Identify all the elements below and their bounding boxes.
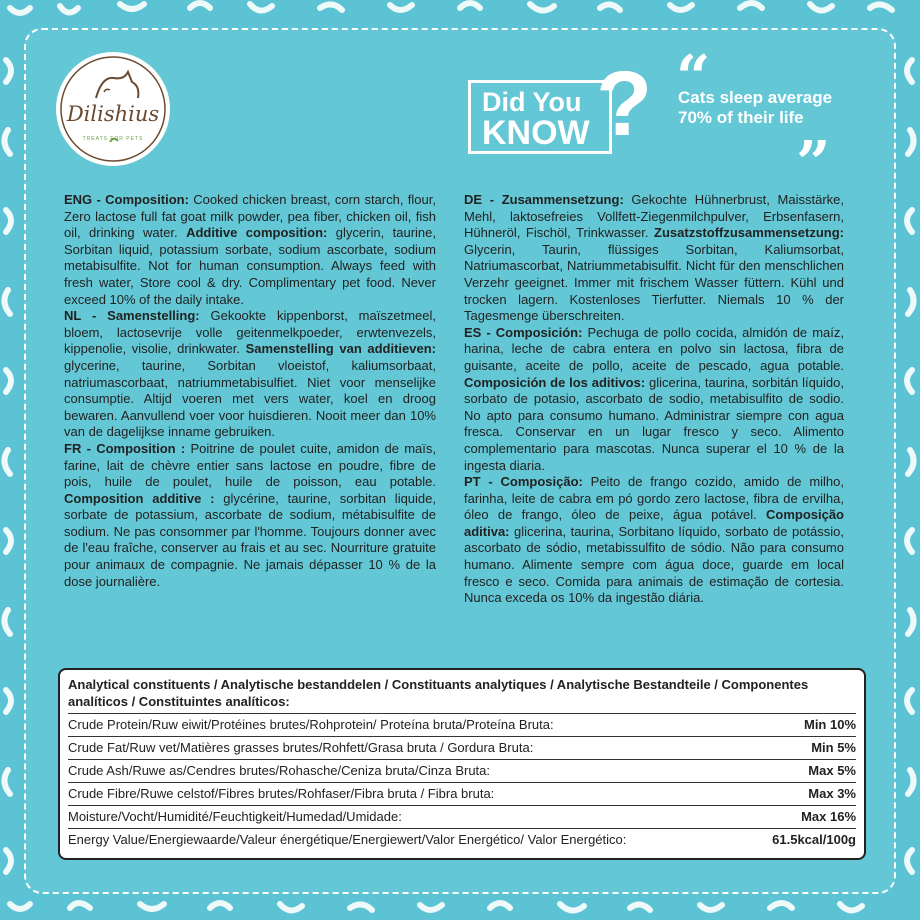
row-label: Crude Ash/Ruwe as/Cendres brutes/Rohasche/Ceniza bruta/Cinza Bruta:	[68, 763, 490, 778]
row-value: Min 10%	[803, 717, 856, 732]
composition-eng	[64, 192, 436, 308]
close-quote-icon: ”	[796, 129, 831, 199]
composition-es	[464, 325, 844, 474]
section-text: Gekookte kippenborst, maïszetmeel, bloem, lactosevrije volle geitenmelkpoeder, erwtenvezels, kippenolie, visolie, drinkwater.	[64, 308, 436, 357]
table-row	[68, 806, 856, 829]
row-label: Crude Fat/Ruw vet/Matières grasses brutes/Rohfett/Grasa bruta / Gordura Bruta:	[68, 740, 534, 755]
section-text: Cooked chicken breast, corn starch, flour, Zero lactose full fat goat milk powder, pea fiber, chicken oil, fish oil, drinking water.	[64, 192, 436, 241]
section-text: Peito de frango cozido, amido de milho, farinha, leite de cabra em pó gordo zero lactose, fibra de ervilha, óleo de frango, óleo de peixe, água potável.	[464, 474, 844, 523]
composition-nl	[64, 308, 436, 441]
analytical-table	[58, 668, 866, 860]
brand-tagline: TREATS FOR PETS	[82, 136, 144, 142]
section-text: glycerin, taurine, Sorbitan liquid, potassium sorbate, sodium ascorbate, sodium metabisulfite. Not for human consumption. Always feed with fresh water, Store cool & dry. Complimentary pet food. Never exceed 10% of the daily intake.	[64, 225, 436, 307]
section-label: ES - Composición:	[464, 324, 583, 340]
table-row	[68, 783, 856, 806]
table-row	[68, 714, 856, 737]
section-text: glicerina, taurina, Sorbitano líquido, sorbato de potássio, ascorbato de sódio, metabissulfito de sódio. Não para consumo humano. Alimente sempre com água doce, guarde em local fresco e seco. Comida para animais de estimação de cortesia. Nunca exceda os 10% da ingestão diária.	[464, 523, 844, 606]
section-label: ENG - Composition:	[64, 192, 189, 207]
section-label: Composição aditiva:	[464, 507, 844, 539]
row-label: Moisture/Vocht/Humidité/Feuchtigkeit/Humedad/Umidade:	[68, 809, 402, 824]
brand-wordmark: Dilishius	[66, 102, 160, 126]
section-text: Gekochte Hühnerbrust, Maisstärke, Mehl, laktosefreies Vollfett-Ziegenmilchpulver, Erbsenfasern, Hühneröl, Fischöl, Trinkwasser.	[464, 192, 845, 241]
table-row	[68, 737, 856, 760]
section-text: glycerine, taurine, Sorbitan vloeistof, kaliumsorbaat, natriumascorbaat, natriummetabisulfiet. Niet voor menselijke consumptie. Altijd voeren met vers water, koel en droog bewaren. Aanvullend voer voor huisdieren. Nooit meer dan 10% van de dagelijkse inname gebruiken.	[64, 357, 436, 440]
brand-logo	[56, 52, 170, 166]
section-label: FR - Composition :	[64, 440, 186, 456]
section-label: Composition additive :	[64, 490, 215, 506]
section-text: glicerina, taurina, sorbitán líquido, sorbato de potasio, ascorbato de sodio, metabisulfito de sodio. No apto para consumo humano. Administrar siempre con agua fresca. Conservar en un lugar fresco y seco. Alimento complementario para mascotas. Nunca superar el 10 % de la ingesta diaria.	[464, 374, 844, 473]
section-text: Glycerin, Taurin, flüssiges Sorbitan, Kaliumsorbat, Natriumascorbat, Natriummetabisulfit. Nicht für den menschlichen Verzehr geeignet. Immer mit frischem Wasser füttern. Kühl und trocken lagern. Kostenloses Tierfutter. Niemals 10 % der Tagesmenge überschreiten.	[464, 241, 844, 324]
section-label: Zusatzstoffzusammensetzung:	[654, 225, 844, 241]
composition-de	[464, 192, 844, 325]
table-row	[68, 760, 856, 783]
fun-fact: Cats sleep average 70% of their life	[678, 88, 833, 127]
section-text: Poitrine de poulet cuite, amidon de maïs, farine, lait de chèvre entier sans lactose en poudre, fibre de pois, huile de poulet, huile de poisson, eau potable.	[64, 440, 436, 490]
row-value: Max 3%	[808, 786, 856, 801]
section-label: DE - Zusammensetzung:	[464, 192, 624, 207]
row-value: Min 5%	[811, 740, 856, 755]
did-you-know-line2: KNOW	[482, 114, 590, 152]
section-text: glycérine, taurine, sorbitan liquide, sorbate de potassium, ascorbate de sodium, métabisulfite de sodium. Ne pas consommer par l'homme. Toujours donner avec de l'eau fraîche, conserver au frais et au sec. Nourriture gratuite pour animaux de compagnie. Ne jamais dépasser 10 % de la dose journalière.	[64, 490, 436, 589]
table-header: Analytical constituents / Analytische bestanddelen / Constituants analytiques / Analytische Bestandteile / Componentes analíticos / Constituintes analíticos:	[68, 676, 856, 714]
did-you-know-line1: Did You	[482, 87, 582, 117]
composition-left-column	[64, 192, 436, 590]
row-label: Crude Fibre/Ruwe celstof/Fibres brutes/Rohfaser/Fibra bruta / Fibra bruta:	[68, 786, 495, 801]
row-label: Crude Protein/Ruw eiwit/Protéines brutes/Rohprotein/ Proteína bruta/Proteína Bruta:	[68, 717, 554, 732]
row-value: Max 5%	[808, 763, 856, 778]
section-label: NL - Samenstelling:	[64, 308, 200, 324]
section-label: PT - Composição:	[464, 474, 583, 490]
row-label: Energy Value/Energiewaarde/Valeur énergétique/Energiewert/Valor Energético/ Valor Energético:	[68, 832, 627, 847]
row-value: 61.5kcal/100g	[772, 832, 856, 847]
composition-fr	[64, 441, 436, 590]
composition-right-column	[464, 192, 844, 607]
section-text: Pechuga de pollo cocida, almidón de maíz, harina, leche de cabra entera en polvo sin lactosa, fibra de guisante, aceite de pollo, aceite de pescado, agua potable.	[464, 324, 844, 373]
section-label: Additive composition:	[186, 225, 328, 241]
question-mark-icon: ?	[596, 53, 653, 155]
row-value: Max 16%	[801, 809, 856, 824]
table-row	[68, 829, 856, 851]
section-label: Composición de los aditivos:	[464, 374, 646, 390]
open-quote-icon: “	[676, 43, 711, 113]
composition-pt	[464, 474, 844, 607]
section-label: Samenstelling van additieven:	[245, 341, 437, 357]
